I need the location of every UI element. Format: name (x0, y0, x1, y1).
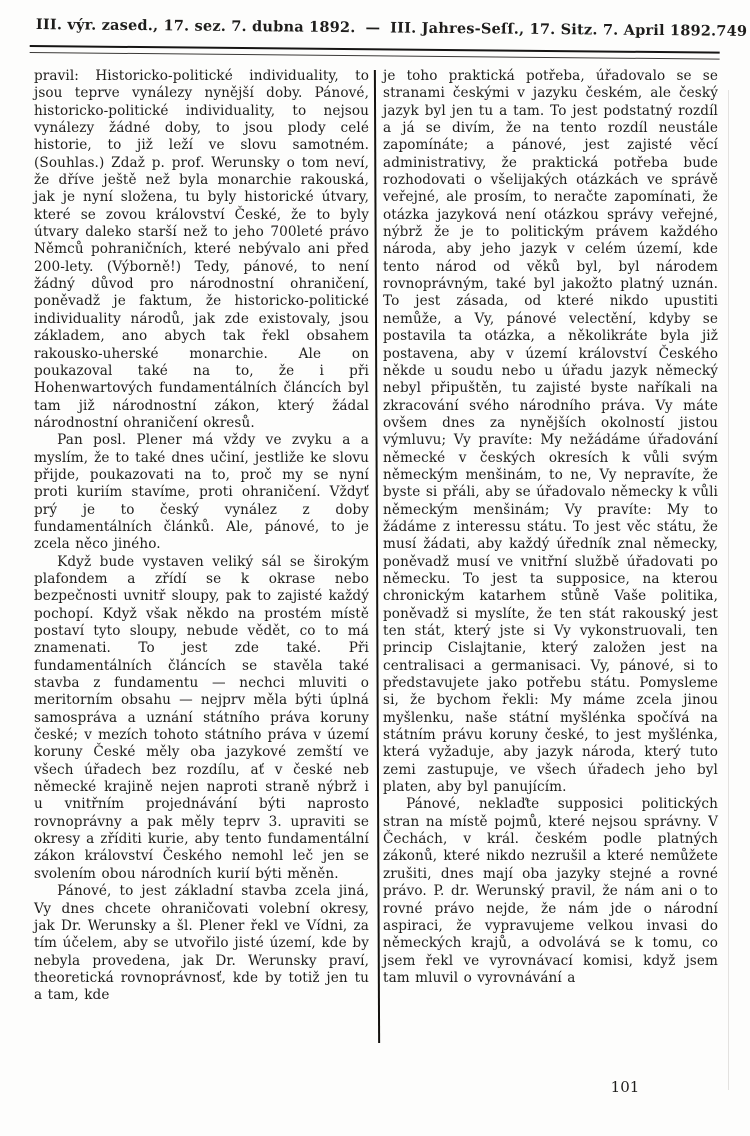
session-label-czech: III. výr. zased., 17. sez. 7. dubna 1892. (35, 16, 356, 37)
running-head (30, 16, 748, 40)
paragraph: Když bude vystaven veliký sál se širokým plafondem a zřídí se k okrase nebo bezpečnosti uvnitř sloupy, pak to zajisté každý pochopí. Když však někdo na prostém místě postaví tyto sloupy, nebude vědět, co to má znamenati. To jest zde také. Při fundamentálních článcích se stavěla také stavba z fundamentu — nechci mluviti o meritorním obsahu — nejprv měla býti úplná samospráva a uznání státního práva koruny české; v mezích tohoto státního práva v území koruny České měly oba jazykové zemští ve všech úřadech bez rozdílu, ať v české neb německé krajině nejen naproti straně nýbrž i u vnitřním projednávání býti naprosto rovnoprávny a pak měly teprv 3. upraviti se okresy a zříditi kurie, aby tento fundamentální zákon království Českého nemohl leč jen se svolením obou národních kurií býti měněn. (34, 553, 369, 882)
scan-edge-artifact (728, 90, 729, 1090)
text-body (34, 68, 718, 1043)
page-header (30, 16, 748, 40)
session-label-german: III. Jahres-Seſſ., 17. Sitz. 7. April 1892. (390, 19, 717, 40)
signature-number: 101 (610, 1078, 640, 1096)
paragraph: Pánové, to jest základní stavba zcela jiná, Vy dnes chcete ohraničovati volební okresy, jak Dr. Werunsky a šl. Plener řekl ve Vídni, za tím účelem, aby se utvořilo jisté území, kde by nebyla provedena, jak Dr. Werunsky praví, theoretická rovnoprávnosť, kde by totiž jen tu a tam, kde (34, 883, 369, 1004)
paragraph: pravil: Historicko-politické individuality, to jsou teprve vynálezy nynější doby. Pánové, historicko-politické individuality, to nejsou vynálezy žádné doby, to jsou plody celé historie, to již leží ve slovu samotném. (Souhlas.) Zdaž p. prof. Werunsky o tom neví, že dříve ještě než byla monarchie rakouská, jak je nyní složena, tu byly historické útvary, které se zovou království České, že to byly útvary daleko starší než to jeho 700leté právo Němců pohraničních, které nebývalo ani před 200-lety. (Výborně!) Tedy, pánové, to není žádný důvod pro národnostní ohraničení, poněvadž je faktum, že historicko-politické individuality národů, jak zde existovaly, jsou základem, ano abych tak řekl obsahem rakousko-uherské monarchie. Ale on poukazoval také na to, že i při Hohenwartových fundamentálních článcích byl tam již národnostní zákon, který žádal národnostní ohraničení okresů. (34, 68, 369, 431)
column-divider-rule (374, 70, 380, 1043)
page-number: 749 (716, 22, 748, 40)
column-left (34, 68, 369, 1043)
header-separator-dash: — (365, 19, 381, 37)
column-right (383, 68, 718, 1043)
paragraph: je toho praktická potřeba, úřadovalo se se stranami českými v jazyku českém, ale český jazyk byl jen tu a tam. To jest podstatný rozdíl a já se divím, že na tento rozdíl neustále zapomínáte; a pánové, jest zajisté věcí administrativy, že praktická potřeba bude rozhodovati o všelijakých otázkách ve správě veřejné, ale prosím, to neračte zapomínati, že otázka jazyková není otázkou správy veřejné, nýbrž že je to politickým právem každého národa, aby jeho jazyk v celém území, kde tento národ od věků byl, byl národem rovnoprávným, také byl jakožto platný uznán. To jest zásada, od které nikdo upustiti nemůže, a Vy, pánové velectění, kdyby se postavila ta otázka, a několikráte byla již postavena, aby v území království Českého někde u soudu nebo u úřadu jazyk německý nebyl připuštěn, tu zajisté byste naříkali na zkracování svého národního práva. Vy máte ovšem dnes za nynějších okolností jistou výmluvu; Vy pravíte: My nežádáme úřadování německé v českých okresích k vůli svým německým menšinám, to ne, Vy nepravíte, že byste si přáli, aby se úřadovalo německy k vůli německým menšinám; Vy pravíte: My to žádáme z interessu státu. To jest věc státu, že musí žádati, aby každý úředník znal německy, poněvadž musí ve vnitřní službě úřadovati po německu. To jest ta supposice, na kterou chronickým katarhem stůně Vaše politika, poněvadž si myslíte, že ten stát rakouský jest ten stát, který jste si Vy vykonstruovali, ten princip Cislajtanie, který založen jest na centralisaci a germanisaci. Vy, pánové, si to představujete jako potřebu státu. Pomysleme si, že bychom řekli: My máme zcela jinou myšlenku, naše státní myšlénka spočívá na státním právu koruny české, to jest myšlénka, která vyžaduje, aby jazyk národa, který tuto zemi zastupuje, ve všech úřadech jeho byl platen, aby byl panujícím. (383, 68, 718, 796)
paragraph: Pánové, neklaďte supposici politických stran na místě pojmů, které nejsou správny. V Čechách, v král. českém podle platných zákonů, které nikdo nezrušil a které nemůžete zrušiti, dnes mají oba jazyky stejné a rovné právo. P. dr. Werunský pravil, že nám ani o to rovné právo nejde, že nám jde o národní aspiraci, že vypravujeme velkou invasi do německých krajů, a odvolává se k tomu, co jsem řekl ve vyrovnávací komisi, když jsem tam mluvil o vyrovnávání a (383, 796, 718, 986)
header-rule-bottom (30, 52, 720, 60)
paragraph: Pan posl. Plener má vždy ve zvyku a a myslím, že to také dnes učiní, jestliže ke slovu přijde, poukazovati na to, proč my se nyní proti kuriím stavíme, proti ohraničení. Vždyť prý je to český vynález z doby fundamentálních článků. Ale, pánové, to je zcela něco jiného. (34, 432, 369, 553)
